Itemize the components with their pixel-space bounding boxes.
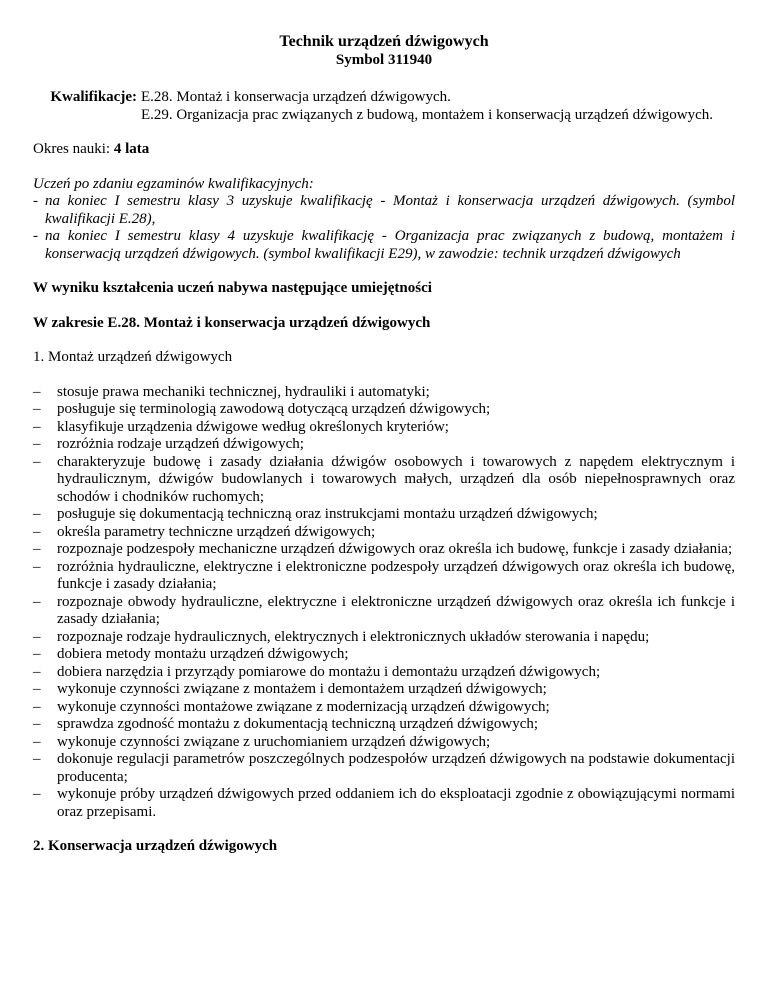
dash-bullet: – <box>33 751 41 767</box>
dash-bullet: – <box>33 401 41 417</box>
skill-text: wykonuje czynności montażowe związane z modernizacją urządzeń dźwigowych; <box>57 698 550 715</box>
dash-bullet: – <box>33 663 41 680</box>
skill-text: stosuje prawa mechaniki technicznej, hydrauliki i automatyki; <box>57 383 430 400</box>
skill-text: określa parametry techniczne urządzeń dźwigowych; <box>57 523 376 540</box>
dash-bullet: – <box>33 733 41 750</box>
skill-item <box>33 646 735 664</box>
dash-bullet: – <box>33 628 41 645</box>
skill-item <box>33 629 735 647</box>
qualification-item: E.28. Montaż i konserwacja urządzeń dźwigowych. <box>141 89 451 105</box>
dash-bullet: – <box>33 681 41 697</box>
intro-item: - na koniec I semestru klasy 3 uzyskuje kwalifikację - Montaż i konserwacja urządzeń dźwigowych. (symbol kwalifikacji E.28), <box>33 193 735 228</box>
duration-value: 4 lata <box>113 141 150 157</box>
dash-bullet: – <box>33 558 41 575</box>
dash-bullet: – <box>33 506 41 522</box>
dash-bullet: – <box>33 786 41 802</box>
skill-item <box>33 541 735 559</box>
skill-text: rozróżnia rodzaje urządzeń dźwigowych; <box>57 436 304 452</box>
skill-text: rozpoznaje obwody hydrauliczne, elektryczne i elektroniczne urządzeń dźwigowych oraz określa ich funkcje i zasady działania; <box>57 593 735 627</box>
qualifications-list <box>141 89 735 124</box>
skill-text: dobiera metody montażu urządzeń dźwigowych; <box>57 646 349 662</box>
document-page <box>33 33 735 856</box>
scope-heading: W zakresie E.28. Montaż i konserwacja urządzeń dźwigowych <box>33 314 431 331</box>
dash-bullet: – <box>33 698 41 715</box>
skill-text: rozpoznaje podzespoły mechaniczne urządzeń dźwigowych oraz określa ich budowę, funkcje i zasady działania; <box>57 541 733 557</box>
document-symbol: Symbol 311940 <box>335 52 433 68</box>
dash-bullet: – <box>33 541 41 557</box>
skill-item <box>33 384 735 402</box>
skill-item <box>33 401 735 419</box>
skill-item <box>33 559 735 594</box>
dash-bullet: – <box>33 523 41 540</box>
duration-line <box>33 141 735 159</box>
dash-bullet: – <box>33 383 41 400</box>
intro-block <box>33 176 735 264</box>
skill-text: dokonuje regulacji parametrów poszczególnych podzespołów urządzeń dźwigowych na podstawie dokumentacji producenta; <box>57 751 735 785</box>
skill-text: rozróżnia hydrauliczne, elektryczne i elektroniczne podzespoły urządzeń dźwigowych oraz określa ich budowę, funkcje i zasady działania; <box>57 558 735 592</box>
skill-text: wykonuje czynności związane z montażem i demontażem urządzeń dźwigowych; <box>57 681 547 697</box>
intro-lead: Uczeń po zdaniu egzaminów kwalifikacyjnych: <box>33 175 314 192</box>
skill-item <box>33 664 735 682</box>
dash-bullet: – <box>33 646 41 662</box>
skill-item <box>33 594 735 629</box>
section2-title: 2. Konserwacja urządzeń dźwigowych <box>33 838 278 854</box>
skill-item <box>33 734 735 752</box>
skill-item <box>33 681 735 699</box>
qualification-item: E.29. Organizacja prac związanych z budową, montażem i konserwacją urządzeń dźwigowych. <box>141 106 713 123</box>
skills-heading: W wyniku kształcenia uczeń nabywa następujące umiejętności <box>33 280 432 296</box>
skill-item <box>33 716 735 734</box>
skill-item <box>33 506 735 524</box>
skill-item <box>33 436 735 454</box>
skill-item <box>33 419 735 437</box>
qualifications-block <box>33 89 735 124</box>
skill-list <box>33 384 735 822</box>
skill-text: charakteryzuje budowę i zasady działania dźwigów osobowych i towarowych z napędem elektrycznym i hydraulicznym, dźwigów budowlanych i towarowych małych, urządzeń dla osób niepełnosprawnych oraz schodów i chodników ruchomych; <box>57 453 735 505</box>
skill-item <box>33 699 735 717</box>
document-title: Technik urządzeń dźwigowych <box>279 33 489 50</box>
skill-item <box>33 751 735 786</box>
intro-list <box>33 193 735 263</box>
skill-item <box>33 786 735 821</box>
skill-text: posługuje się terminologią zawodową dotyczącą urządzeń dźwigowych; <box>57 401 491 417</box>
qualifications-label: Kwalifikacje: <box>50 89 137 105</box>
dash-bullet: – <box>33 593 41 610</box>
skill-text: klasyfikuje urządzenia dźwigowe według określonych kryteriów; <box>57 418 449 435</box>
skill-text: rozpoznaje rodzaje hydraulicznych, elektrycznych i elektronicznych układów sterowania i napędu; <box>57 628 650 645</box>
skill-text: wykonuje czynności związane z uruchomianiem urządzeń dźwigowych; <box>57 733 491 750</box>
dash-bullet: – <box>33 453 41 470</box>
duration-label: Okres nauki: <box>33 141 111 157</box>
skill-text: dobiera narzędzia i przyrządy pomiarowe do montażu i demontażu urządzeń dźwigowych; <box>57 663 601 680</box>
skill-text: posługuje się dokumentacją techniczną oraz instrukcjami montażu urządzeń dźwigowych; <box>57 506 598 522</box>
dash-bullet: – <box>33 716 41 732</box>
intro-item: - na koniec I semestru klasy 4 uzyskuje kwalifikację - Organizacja prac związanych z budową, montażem i konserwacją urządzeń dźwigowych. (symbol kwalifikacji E29), w zawodzie: technik urządzeń dźwigowych <box>33 228 735 263</box>
skill-text: sprawdza zgodność montażu z dokumentacją techniczną urządzeń dźwigowych; <box>57 716 539 732</box>
dash-bullet: – <box>33 436 41 452</box>
skill-item <box>33 524 735 542</box>
skill-item <box>33 454 735 507</box>
dash-bullet: – <box>33 418 41 435</box>
skill-text: wykonuje próby urządzeń dźwigowych przed oddaniem ich do eksploatacji zgodnie z obowiązującymi normami oraz przepisami. <box>57 786 735 820</box>
section1-title: 1. Montaż urządzeń dźwigowych <box>33 349 233 365</box>
